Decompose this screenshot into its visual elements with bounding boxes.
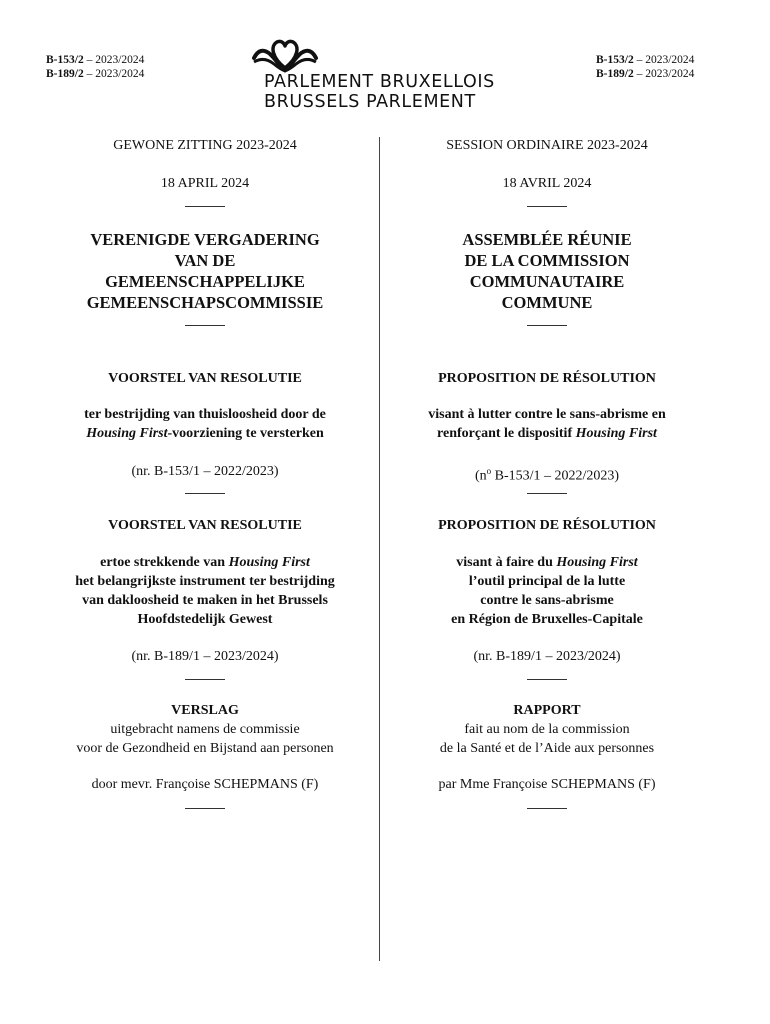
reference-numbers-right <box>596 53 694 81</box>
proposal-title-line: contre le sans-abrisme <box>480 593 614 608</box>
parliament-emblem-icon <box>250 36 320 76</box>
proposal-heading: PROPOSITION DE RÉSOLUTION <box>438 518 656 533</box>
proposal-reference: (nr. B-153/1 – 2022/2023) <box>131 464 279 479</box>
proposal-reference: ($n^o$ B-153/1 – 2022/2023) <box>474 466 620 484</box>
assembly-title-line: COMMUNAUTAIRE <box>469 272 625 291</box>
separator <box>185 679 225 680</box>
assembly-title-line: VERENIGDE VERGADERING <box>90 230 320 249</box>
proposal-title-line: Housing First-voorziening te versterken <box>86 426 324 441</box>
assembly-title-line: GEMEENSCHAPPELIJKE <box>105 272 305 291</box>
session-date: 18 AVRIL 2024 <box>502 176 592 191</box>
logo-text-french: PARLEMENT BRUXELLOIS <box>264 72 495 92</box>
report-subtitle-line: de la Santé et de l’Aide aux personnes <box>439 741 655 756</box>
reference-line: B-153/2 – 2023/2024 <box>46 54 145 66</box>
separator <box>185 206 225 207</box>
proposal-title-line: renforçant le dispositif Housing First <box>437 426 657 441</box>
logo-text-dutch: BRUSSELS PARLEMENT <box>264 92 476 112</box>
session-date: 18 APRIL 2024 <box>160 176 250 191</box>
column-divider <box>379 137 380 961</box>
proposal-reference: (nr. B-189/1 – 2023/2024) <box>131 649 279 664</box>
separator <box>527 206 567 207</box>
report-subtitle-line: voor de Gezondheid en Bijstand aan personen <box>76 741 334 756</box>
proposal-title-line: van dakloosheid te maken in het Brussels <box>82 593 328 608</box>
proposal-title-line: en Région de Bruxelles-Capitale <box>451 612 643 627</box>
report-subtitle-line: fait au nom de la commission <box>464 722 630 737</box>
proposal-title-line: ter bestrijding van thuisloosheid door de <box>84 407 326 422</box>
session-title: SESSION ORDINAIRE 2023-2024 <box>446 138 648 153</box>
reference-numbers-left <box>46 53 144 81</box>
proposal-title-line: Hoofdstedelijk Gewest <box>137 612 273 627</box>
separator <box>527 493 567 494</box>
proposal-title-line: visant à faire du Housing First <box>456 555 638 570</box>
assembly-title-line: GEMEENSCHAPSCOMMISSIE <box>86 293 324 312</box>
proposal-heading: VOORSTEL VAN RESOLUTIE <box>108 518 302 533</box>
report-heading: RAPPORT <box>513 703 581 718</box>
proposal-title-line: visant à lutter contre le sans-abrisme en <box>428 407 666 422</box>
reference-line: B-153/2 – 2023/2024 <box>596 54 695 66</box>
proposal-title-line: ertoe strekkende van Housing First <box>100 555 310 570</box>
proposal-heading: PROPOSITION DE RÉSOLUTION <box>438 371 656 386</box>
separator <box>527 679 567 680</box>
proposal-reference: (nr. B-189/1 – 2023/2024) <box>473 649 621 664</box>
separator <box>185 493 225 494</box>
assembly-title-line: COMMUNE <box>501 293 593 312</box>
parliament-logo <box>250 36 510 114</box>
report-subtitle-line: uitgebracht namens de commissie <box>110 722 300 737</box>
report-author: door mevr. Françoise SCHEPMANS (F) <box>91 777 319 792</box>
report-heading: VERSLAG <box>171 703 239 718</box>
separator <box>527 325 567 326</box>
assembly-title-line: DE LA COMMISSION <box>464 251 630 270</box>
proposal-heading: VOORSTEL VAN RESOLUTIE <box>108 371 302 386</box>
separator <box>185 325 225 326</box>
session-title: GEWONE ZITTING 2023-2024 <box>113 138 297 153</box>
proposal-title-line: l’outil principal de la lutte <box>468 574 626 589</box>
report-author: par Mme Françoise SCHEPMANS (F) <box>438 777 656 792</box>
assembly-title-line: VAN DE <box>174 251 236 270</box>
separator <box>185 808 225 809</box>
reference-line: B-189/2 – 2023/2024 <box>46 68 145 80</box>
separator <box>527 808 567 809</box>
reference-line: B-189/2 – 2023/2024 <box>596 68 695 80</box>
proposal-title-line: het belangrijkste instrument ter bestrijding <box>75 574 335 589</box>
assembly-title-line: ASSEMBLÉE RÉUNIE <box>462 230 632 249</box>
